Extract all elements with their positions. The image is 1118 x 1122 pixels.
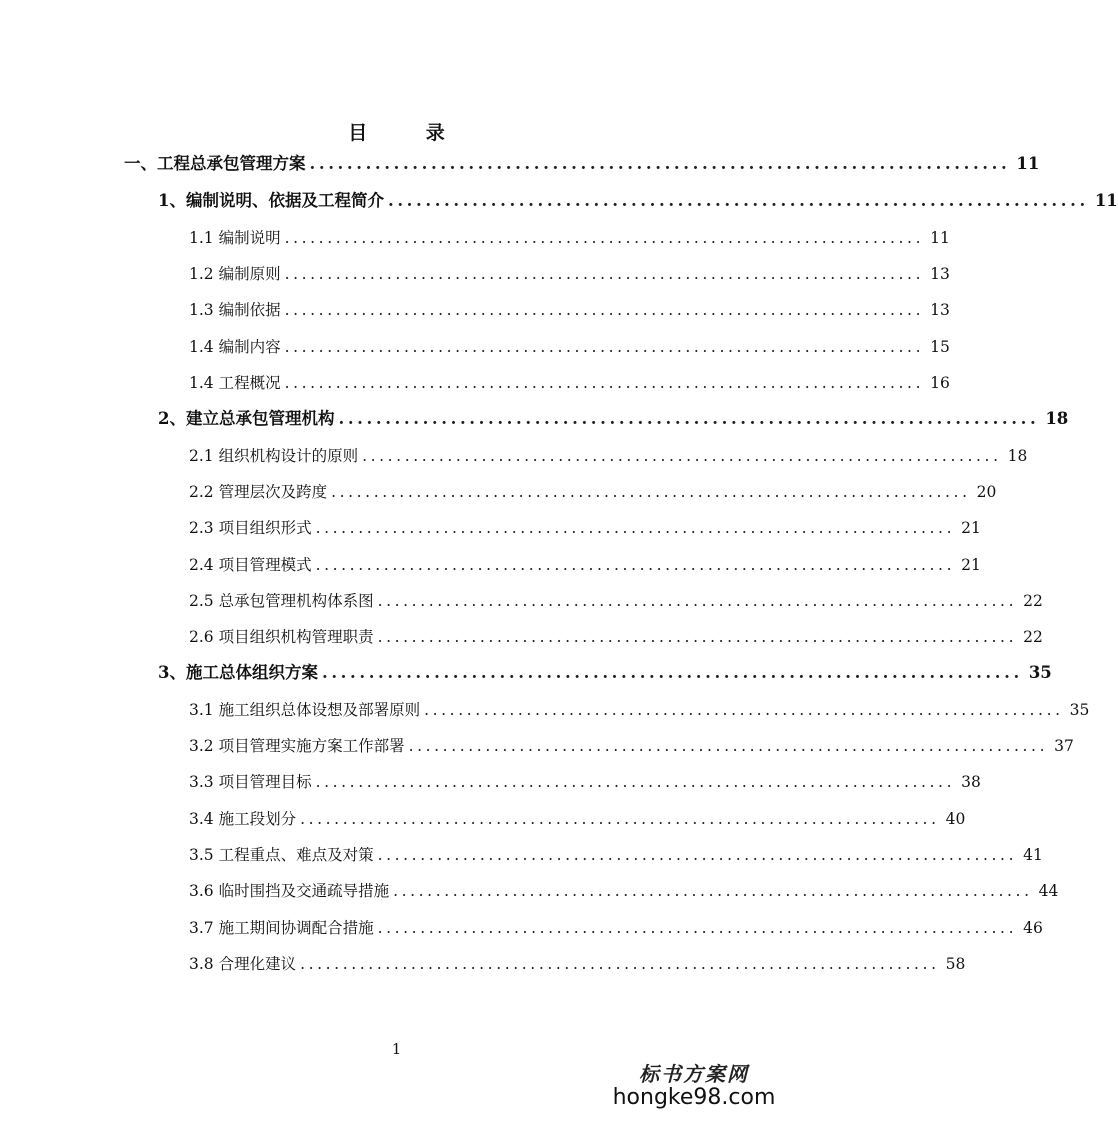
toc-leader-dots: ........................................................................... xyxy=(315,556,956,574)
toc-title: 目 录 xyxy=(348,122,471,144)
toc-entry-label: 2.4 项目管理模式 xyxy=(189,556,312,574)
toc-entry-label: 3.8 合理化建议 xyxy=(189,955,297,973)
toc-entry-label: 1、编制说明、依据及工程简介 xyxy=(158,191,384,210)
toc-entry[interactable] xyxy=(189,625,1043,649)
toc-entry-page: 18 xyxy=(1045,409,1069,428)
toc-leader-dots: ........................................................................... xyxy=(300,955,940,973)
toc-entry-label: 3.6 临时围挡及交通疏导措施 xyxy=(189,882,390,900)
toc-entry-page: 44 xyxy=(1038,882,1059,900)
toc-entry-label: 2.3 项目组织形式 xyxy=(189,519,312,537)
toc-entry-label: 1.2 编制原则 xyxy=(189,265,281,283)
toc-entry-label: 3.5 工程重点、难点及对策 xyxy=(189,846,374,864)
toc-leader-dots: ........................................................................... xyxy=(387,191,1089,210)
toc-entry-page: 15 xyxy=(930,338,950,356)
toc-leader-dots: ........................................................................... xyxy=(300,810,940,828)
toc-entry[interactable] xyxy=(189,952,966,976)
toc-entry[interactable] xyxy=(189,480,997,504)
toc-entry-page: 18 xyxy=(1007,447,1028,465)
toc-entry-page: 58 xyxy=(945,955,966,973)
toc-leader-dots: ........................................................................... xyxy=(284,374,925,392)
toc-entry-page: 35 xyxy=(1028,663,1052,682)
toc-entry-page: 21 xyxy=(961,556,981,574)
toc-entry-label: 3、施工总体组织方案 xyxy=(158,663,318,682)
toc-entry[interactable] xyxy=(189,589,1043,613)
toc-leader-dots: ........................................................................... xyxy=(331,483,971,501)
toc-entry-label: 2.1 组织机构设计的原则 xyxy=(189,447,359,465)
toc-entry-label: 1.3 编制依据 xyxy=(189,301,281,319)
toc-entry[interactable] xyxy=(189,770,981,794)
toc-leader-dots: ........................................................................... xyxy=(362,447,1002,465)
toc-entry-label: 2、建立总承包管理机构 xyxy=(158,409,335,428)
toc-entry-label: 一、工程总承包管理方案 xyxy=(124,154,306,173)
toc-leader-dots: ........................................................................... xyxy=(284,229,925,247)
toc-leader-dots: ........................................................................... xyxy=(309,154,1011,173)
watermark-name: 标书方案网 xyxy=(639,1062,749,1086)
toc-leader-dots: ........................................................................... xyxy=(315,773,956,791)
toc-entry-page: 38 xyxy=(961,773,981,791)
toc-entry[interactable] xyxy=(158,661,1052,685)
toc-entry-page: 11 xyxy=(1094,191,1118,210)
toc-entry[interactable] xyxy=(189,262,950,286)
toc-entry-page: 13 xyxy=(930,265,950,283)
toc-entry[interactable] xyxy=(189,226,950,250)
toc-entry[interactable] xyxy=(189,298,950,322)
toc-entry-page: 13 xyxy=(930,301,950,319)
watermark-url: hongke98.com xyxy=(612,1085,776,1110)
toc-entry[interactable] xyxy=(189,553,981,577)
toc-entry[interactable] xyxy=(189,879,1059,903)
toc-leader-dots: ........................................................................... xyxy=(424,701,1064,719)
toc-leader-dots: ........................................................................... xyxy=(315,519,956,537)
toc-leader-dots: ........................................................................... xyxy=(377,592,1018,610)
toc-leader-dots: ........................................................................... xyxy=(377,919,1018,937)
watermark-logo xyxy=(609,1058,779,1110)
toc-entry-label: 3.7 施工期间协调配合措施 xyxy=(189,919,374,937)
toc-entry[interactable] xyxy=(158,189,1118,213)
toc-entry-label: 1.1 编制说明 xyxy=(189,229,281,247)
toc-entry-label: 2.5 总承包管理机构体系图 xyxy=(189,592,374,610)
toc-leader-dots: ........................................................................... xyxy=(284,265,925,283)
toc-entry[interactable] xyxy=(189,916,1043,940)
toc-entry-page: 21 xyxy=(961,519,981,537)
toc-entry-page: 20 xyxy=(976,483,997,501)
toc-entry-page: 22 xyxy=(1023,592,1043,610)
toc-leader-dots: ........................................................................... xyxy=(393,882,1033,900)
toc-entry-label: 3.3 项目管理目标 xyxy=(189,773,312,791)
toc-entry-page: 16 xyxy=(930,374,950,392)
toc-entry-page: 41 xyxy=(1023,846,1043,864)
toc-leader-dots: ........................................................................... xyxy=(338,409,1040,428)
toc-entry[interactable] xyxy=(189,843,1043,867)
toc-entry-label: 3.2 项目管理实施方案工作部署 xyxy=(189,737,405,755)
toc-leader-dots: ........................................................................... xyxy=(321,663,1023,682)
toc-entry-page: 22 xyxy=(1023,628,1043,646)
toc-entry[interactable] xyxy=(189,734,1074,758)
toc-entry-label: 3.1 施工组织总体设想及部署原则 xyxy=(189,701,421,719)
toc-leader-dots: ........................................................................... xyxy=(408,737,1049,755)
page-number: 1 xyxy=(391,1040,402,1058)
toc-leader-dots: ........................................................................... xyxy=(284,338,925,356)
toc-entry[interactable] xyxy=(189,516,981,540)
toc-entry[interactable] xyxy=(189,335,950,359)
toc-entry-page: 11 xyxy=(1016,154,1040,173)
toc-entry-page: 11 xyxy=(930,229,950,247)
toc-entry[interactable] xyxy=(189,807,966,831)
toc-entry-label: 2.2 管理层次及跨度 xyxy=(189,483,328,501)
toc-entry-page: 46 xyxy=(1023,919,1043,937)
toc-leader-dots: ........................................................................... xyxy=(284,301,925,319)
toc-entry-label: 1.4 工程概况 xyxy=(189,374,281,392)
toc-leader-dots: ........................................................................... xyxy=(377,846,1018,864)
toc-entry-page: 35 xyxy=(1069,701,1090,719)
toc-entry[interactable] xyxy=(189,444,1028,468)
toc-entry[interactable] xyxy=(189,371,950,395)
toc-entry[interactable] xyxy=(124,152,1040,176)
toc-entry-label: 2.6 项目组织机构管理职责 xyxy=(189,628,374,646)
toc-leader-dots: ........................................................................... xyxy=(377,628,1018,646)
toc-entry-label: 1.4 编制内容 xyxy=(189,338,281,356)
toc-entry-label: 3.4 施工段划分 xyxy=(189,810,297,828)
toc-entry[interactable] xyxy=(158,407,1069,431)
toc-entry[interactable] xyxy=(189,698,1090,722)
toc-entry-page: 40 xyxy=(945,810,966,828)
toc-entry-page: 37 xyxy=(1054,737,1074,755)
